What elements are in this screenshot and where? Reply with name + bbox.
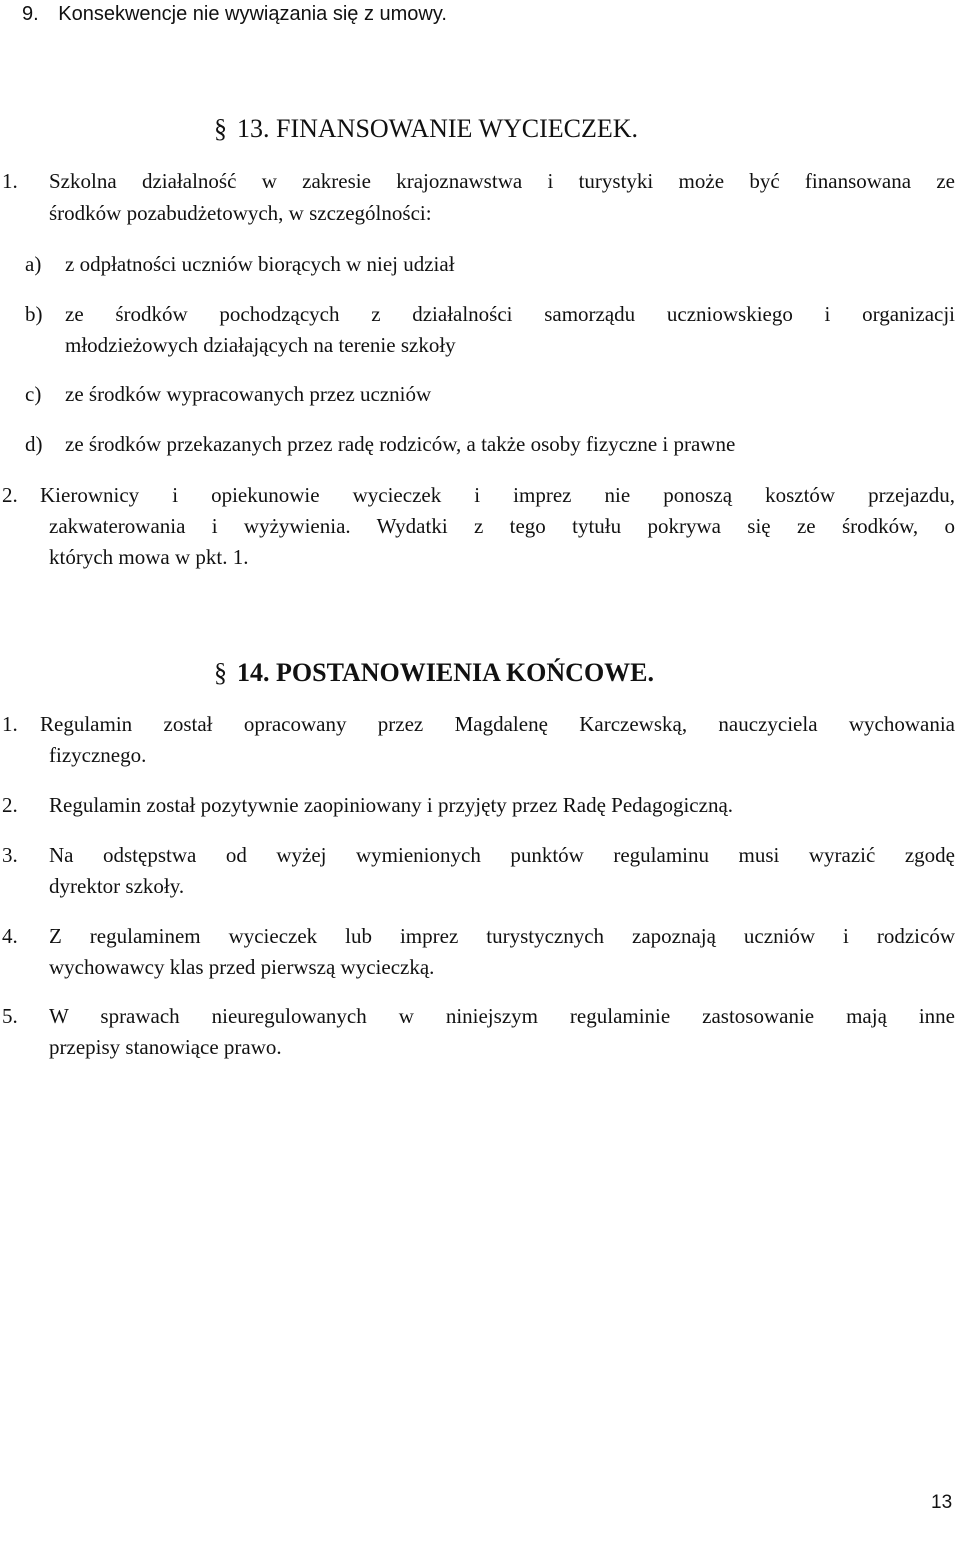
paragraph-line: których mowa w pkt. 1. [49, 545, 249, 569]
paragraph-line: Na odstępstwa od wyżej wymienionych punktów regulaminu musi wyrazić zgodę [49, 843, 955, 867]
paragraph-line: Kierownicy i opiekunowie wycieczek i imprez nie ponoszą kosztów przejazdu, [40, 483, 955, 507]
sub-text: ze środków pochodzących z działalności samorządu uczniowskiego i organizacji [65, 302, 955, 326]
section-sign: § [214, 114, 227, 143]
section-14-heading [214, 660, 654, 686]
paragraph-line: zakwaterowania i wyżywienia. Wydatki z tego tytułu pokrywa się ze środków, o [49, 514, 955, 538]
paragraph-line: Z regulaminem wycieczek lub imprez turystycznych zapoznają uczniów i rodziców [49, 924, 955, 948]
sub-text: ze środków przekazanych przez radę rodziców, a także osoby fizyczne i prawne [65, 432, 736, 456]
paragraph-line: przepisy stanowiące prawo. [49, 1035, 282, 1059]
paragraph-line: Regulamin został pozytywnie zaopiniowany i przyjęty przez Radę Pedagogiczną. [49, 793, 734, 817]
paragraph-line: fizycznego. [49, 743, 147, 767]
sub-letter: d) [25, 432, 43, 456]
paragraph-line: Regulamin został opracowany przez Magdalenę Karczewską, nauczyciela wychowania [40, 712, 955, 736]
sub-text: młodzieżowych działających na terenie szkoły [65, 333, 456, 357]
item-number: 1. [2, 712, 18, 736]
section-13-heading [214, 116, 638, 142]
section-title: 14. POSTANOWIENIA KOŃCOWE. [237, 658, 655, 687]
sub-letter: b) [25, 302, 43, 326]
paragraph-line: W sprawach nieuregulowanych w niniejszym regulaminie zastosowanie mają inne [49, 1004, 955, 1028]
item-number: 9. [22, 3, 39, 25]
item-number: 4. [2, 924, 18, 948]
item-number: 2. [2, 793, 18, 817]
paragraph-line: Szkolna działalność w zakresie krajoznawstwa i turystyki może być finansowana ze [49, 169, 955, 193]
item-number: 3. [2, 843, 18, 867]
sub-letter: a) [25, 252, 42, 276]
item-number: 1. [2, 169, 18, 193]
sub-letter: c) [25, 382, 42, 406]
page-number: 13 [931, 1492, 953, 1513]
item-9 [22, 4, 447, 24]
section-title: 13. FINANSOWANIE WYCIECZEK. [237, 114, 639, 143]
sub-text: z odpłatności uczniów biorących w niej udział [65, 252, 455, 276]
paragraph-line: środków pozabudżetowych, w szczególności: [49, 201, 432, 225]
paragraph-line: dyrektor szkoły. [49, 874, 185, 898]
paragraph-line: wychowawcy klas przed pierwszą wycieczką. [49, 955, 435, 979]
item-number: 2. [2, 483, 18, 507]
item-text: Konsekwencje nie wywiązania się z umowy. [58, 3, 447, 25]
sub-text: ze środków wypracowanych przez uczniów [65, 382, 432, 406]
item-number: 5. [2, 1004, 18, 1028]
section-sign: § [214, 658, 227, 687]
